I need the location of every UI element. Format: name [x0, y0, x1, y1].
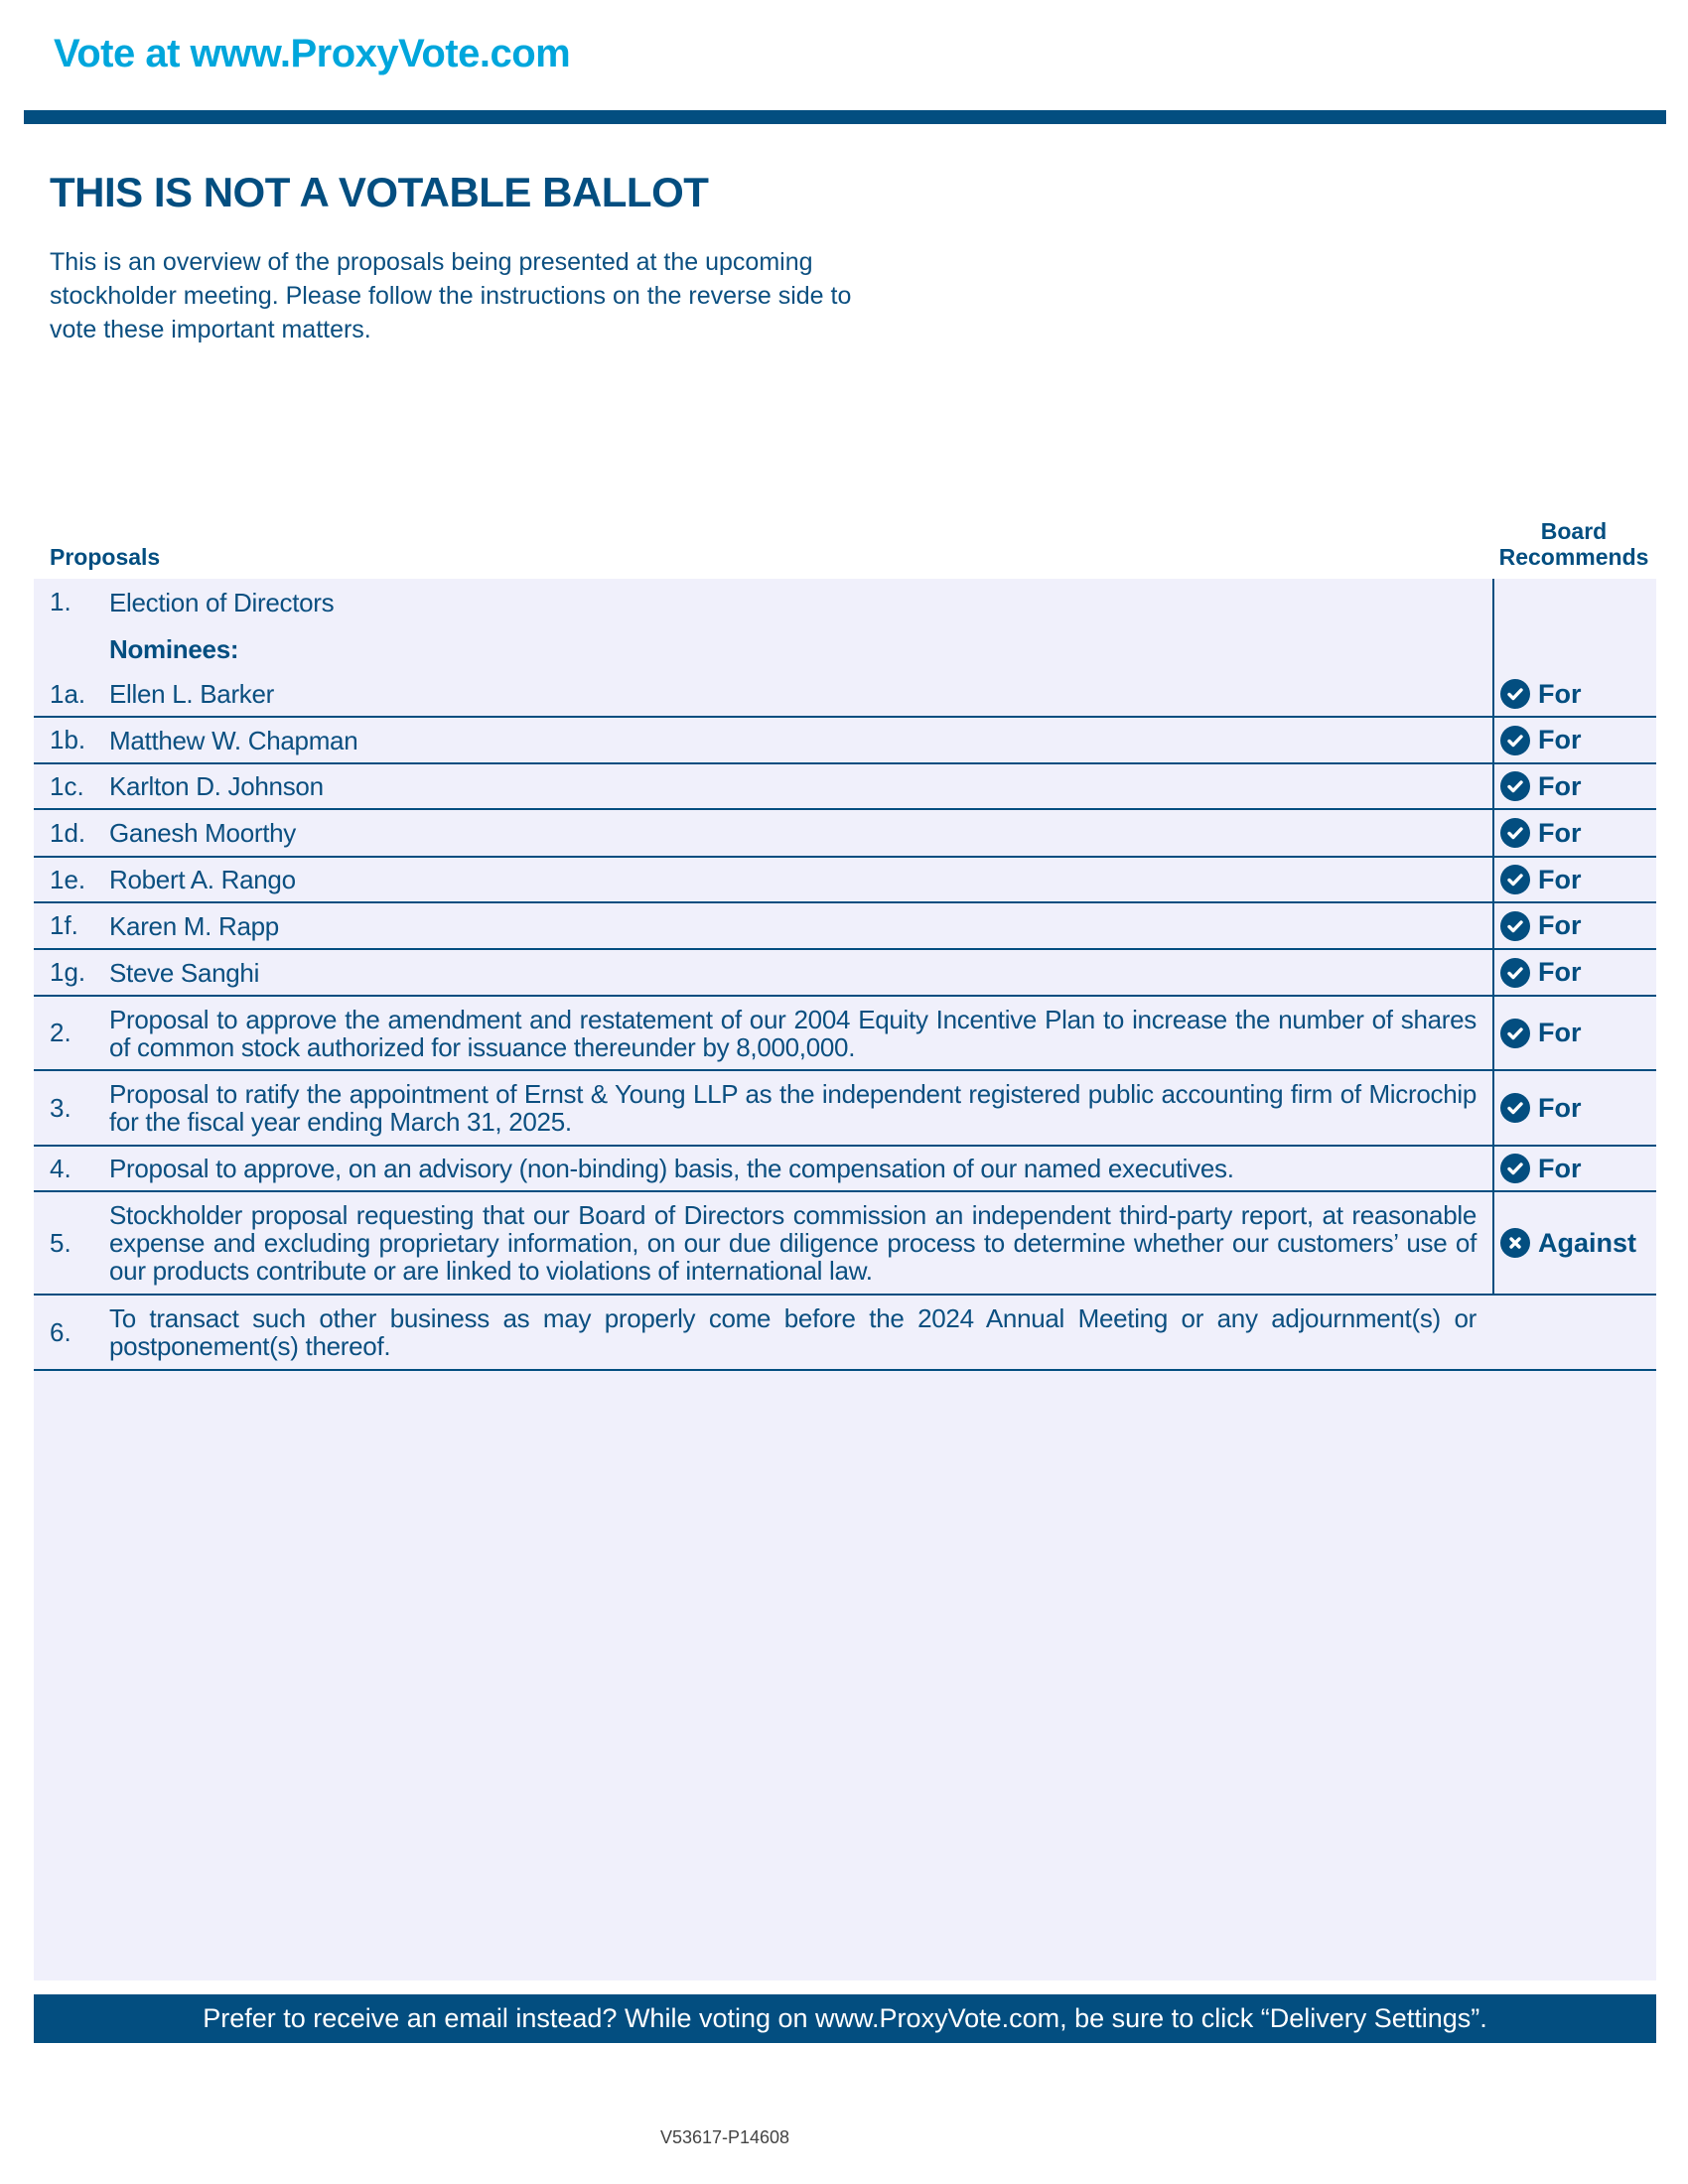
board-header-line2: Recommends	[1498, 544, 1649, 570]
check-circle-icon	[1500, 818, 1530, 848]
proposal-text: Proposal to approve the amendment and restatement of our 2004 Equity Incentive Plan to increase the number of shares of common stock authorized for issuance thereunder by 8,000,000.	[109, 1004, 1477, 1062]
proposal-text: To transact such other business as may properly come before the 2024 Annual Meeting or any adjournment(s) or postponement(s) thereof.	[109, 1303, 1477, 1361]
proposal-text: Matthew W. Chapman	[109, 725, 358, 755]
proposal-text: Ganesh Moorthy	[109, 818, 297, 848]
check-circle-icon	[1500, 1154, 1530, 1183]
board-recommends-header	[1492, 518, 1655, 570]
proposal-row	[34, 764, 1656, 810]
check-circle-icon	[1500, 958, 1530, 988]
recommendation-cell	[1492, 764, 1656, 808]
header-divider-bar	[24, 110, 1666, 124]
recommendation-label: For	[1538, 910, 1582, 940]
x-circle-icon	[1500, 1228, 1530, 1258]
check-circle-icon	[1500, 911, 1530, 941]
recommendation-cell	[1492, 1192, 1656, 1294]
proposal-row	[34, 1296, 1656, 1371]
recommendation-cell	[1492, 672, 1656, 716]
recommendation-cell	[1492, 1071, 1656, 1145]
proposal-text: Proposal to ratify the appointment of Ernst & Young LLP as the independent registered public accounting firm of Microchip for the fiscal year ending March 31, 2025.	[109, 1079, 1477, 1137]
check-circle-icon	[1500, 1019, 1530, 1048]
nominees-label-row	[34, 625, 1656, 672]
proposals-column-header: Proposals	[50, 544, 161, 570]
recommendation-cell	[1492, 579, 1656, 625]
proposal-number: 1e.	[50, 864, 86, 894]
recommendation-label: For	[1538, 770, 1582, 801]
proposal-number: 1a.	[50, 678, 86, 709]
proposal-row	[34, 950, 1656, 997]
email-delivery-banner: Prefer to receive an email instead? While voting on www.ProxyVote.com, be sure to click “Delivery Settings”.	[34, 1994, 1656, 2043]
proposal-text: Robert A. Rango	[109, 865, 296, 894]
proposal-number: 1f.	[50, 910, 78, 940]
recommendation-label: For	[1538, 864, 1582, 894]
proposal-number: 2.	[50, 1018, 71, 1047]
proposal-number: 3.	[50, 1092, 71, 1123]
check-circle-icon	[1500, 865, 1530, 894]
intro-text: This is an overview of the proposals being presented at the upcoming stockholder meeting. Please follow the instructions on the reverse side to vote these important matters.	[50, 248, 852, 343]
proposal-row	[34, 672, 1656, 718]
proposal-number: 5.	[50, 1227, 71, 1258]
recommendation-cell	[1492, 858, 1656, 901]
proposal-number: 1c.	[50, 770, 84, 801]
check-circle-icon	[1500, 679, 1530, 709]
recommendation-label: For	[1538, 957, 1582, 987]
recommendation-label: For	[1538, 1018, 1582, 1047]
proposal-row	[34, 1147, 1656, 1192]
recommendation-label: For	[1538, 725, 1582, 754]
proposal-number: 1.	[50, 587, 71, 616]
proposal-row-1	[34, 579, 1656, 625]
recommendation-cell	[1492, 997, 1656, 1069]
recommendation-cell	[1492, 718, 1656, 762]
proposal-row	[34, 1192, 1656, 1296]
recommendation-label: For	[1538, 678, 1582, 709]
proposal-number: 4.	[50, 1153, 71, 1183]
proposal-text: Karlton D. Johnson	[109, 771, 324, 801]
board-header-line1: Board	[1540, 518, 1608, 544]
recommendation-label: Against	[1538, 1227, 1637, 1258]
recommendation-label: For	[1538, 1153, 1582, 1183]
check-circle-icon	[1500, 1093, 1530, 1123]
nominees-label: Nominees:	[109, 633, 239, 664]
proposal-text: Proposal to approve, on an advisory (non-binding) basis, the compensation of our named executives.	[109, 1154, 1234, 1183]
check-circle-icon	[1500, 726, 1530, 755]
proposal-row	[34, 858, 1656, 903]
recommendation-cell	[1492, 903, 1656, 948]
document-code: V53617-P14608	[659, 2127, 790, 2147]
check-circle-icon	[1500, 771, 1530, 801]
proposal-text: Election of Directors	[109, 587, 335, 617]
proposal-text: Karen M. Rapp	[109, 910, 279, 941]
proposal-row	[34, 997, 1656, 1071]
page-title: THIS IS NOT A VOTABLE BALLOT	[50, 169, 709, 215]
proposal-number: 1d.	[50, 817, 86, 848]
recommendation-label: For	[1538, 1092, 1582, 1123]
proposal-text: Steve Sanghi	[109, 957, 260, 988]
proposal-number: 1b.	[50, 725, 86, 754]
recommendation-cell	[1492, 625, 1656, 672]
recommendation-cell	[1492, 950, 1656, 995]
recommendation-cell	[1492, 810, 1656, 856]
proposal-text: Ellen L. Barker	[109, 679, 275, 709]
proposal-text: Stockholder proposal requesting that our Board of Directors commission an independent third-party report, at reasonable expense and excluding proprietary information, on our due diligence process to determine whether our customers’ use of our products contribute or are linked to violations of international law.	[109, 1200, 1477, 1286]
proposal-number: 1g.	[50, 957, 86, 987]
recommendation-label: For	[1538, 817, 1582, 848]
proposal-row	[34, 903, 1656, 950]
vote-link-heading: Vote at www.ProxyVote.com	[54, 32, 571, 75]
proposal-row	[34, 718, 1656, 764]
proposal-row	[34, 810, 1656, 858]
proposal-number: 6.	[50, 1316, 71, 1347]
proposal-row	[34, 1071, 1656, 1147]
recommendation-cell	[1492, 1147, 1656, 1190]
